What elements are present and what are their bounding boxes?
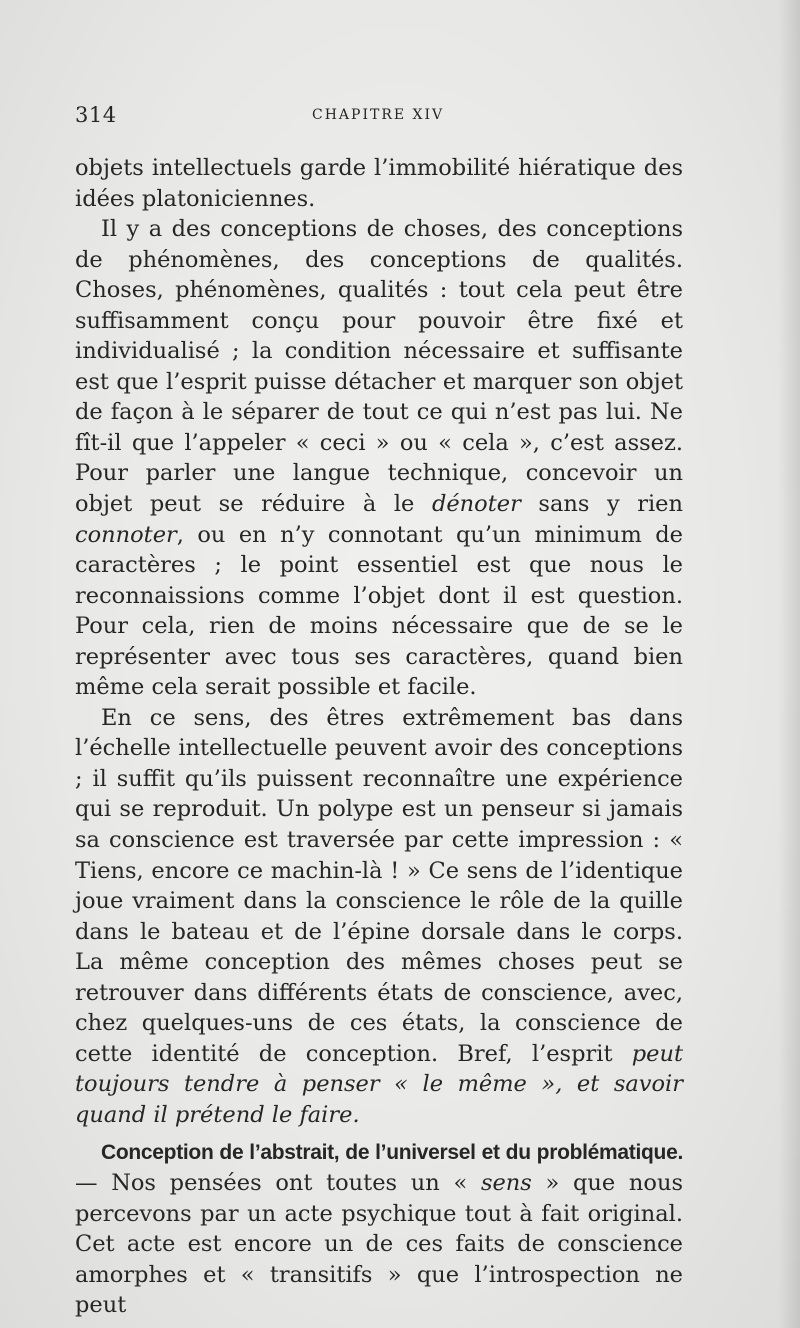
chapter-title: CHAPITRE XIV: [312, 107, 445, 123]
paragraph-3-text-a: En ce sens, des êtres extrêmement bas dans l’échelle intellectuelle peuvent avoir des conceptions ; il suffit qu’ils puissent reconnaître une expérience qui se reproduit. Un polype est un penseur si jamais sa conscience est traversée par cette impression : « Tiens, encore ce machin-là ! » Ce sens de l’identique joue vraiment dans la conscience le rôle de la quille dans le bateau et de l’épine dorsale dans le corps. La même conception des mêmes choses peut se retrouver dans différents états de conscience, avec, chez quelques-uns de ces états, la conscience de cette identité de conception. Bref, l’esprit: [75, 704, 683, 1067]
paragraph-3: [75, 703, 683, 1131]
page-number: 314: [75, 103, 117, 127]
section-heading: Conception de l’abstrait, de l’universel et du problématique.: [101, 1140, 683, 1164]
italic-denoter: dénoter: [431, 491, 521, 518]
page-edge-shadow: [778, 0, 800, 1328]
italic-connoter: connoter: [75, 521, 177, 548]
paragraph-2-text-b: sans y rien: [520, 491, 683, 518]
italic-sens: sens: [480, 1170, 532, 1197]
paragraph-4-text-b: » que nous percevons par un acte psychique tout à fait original. Cet acte est encore un de ces faits de conscience amorphes et « transitifs » que l’introspection ne peut: [75, 1170, 683, 1319]
paragraph-2-text-a: Il y a des conceptions de choses, des conceptions de phénomènes, des conceptions de qualités. Choses, phénomènes, qualités : tout cela peut être suffisamment conçu pour pouvoir être fixé et individualisé ; la condition nécessaire et suffisante est que l’esprit puisse détacher et marquer son objet de façon à le séparer de tout ce qui n’est pas lui. Ne fît-il que l’appeler « ceci » ou « cela », c’est assez. Pour parler une langue technique, concevoir un objet peut se réduire à le: [75, 216, 683, 518]
paragraph-4-text-a: — Nos pensées ont toutes un «: [75, 1170, 481, 1197]
running-head: [75, 103, 683, 129]
italic-conclusion: peut toujours tendre à penser « le même », et savoir quand il prétend le faire.: [75, 1040, 683, 1128]
paragraph-4: [75, 1137, 683, 1321]
paragraph-2: [75, 214, 683, 703]
body-text: [75, 153, 683, 1321]
paragraph-2-text-c: , ou en n’y connotant qu’un minimum de caractères ; le point essentiel est que nous le reconnaissions comme l’objet dont il est question. Pour cela, rien de moins nécessaire que de se le représenter avec tous ses caractères, quand bien même cela serait possible et facile.: [75, 521, 683, 701]
paragraph-1-text: objets intellectuels garde l’immobilité hiératique des idées platoniciennes.: [75, 155, 683, 212]
paragraph-1: [75, 153, 683, 214]
